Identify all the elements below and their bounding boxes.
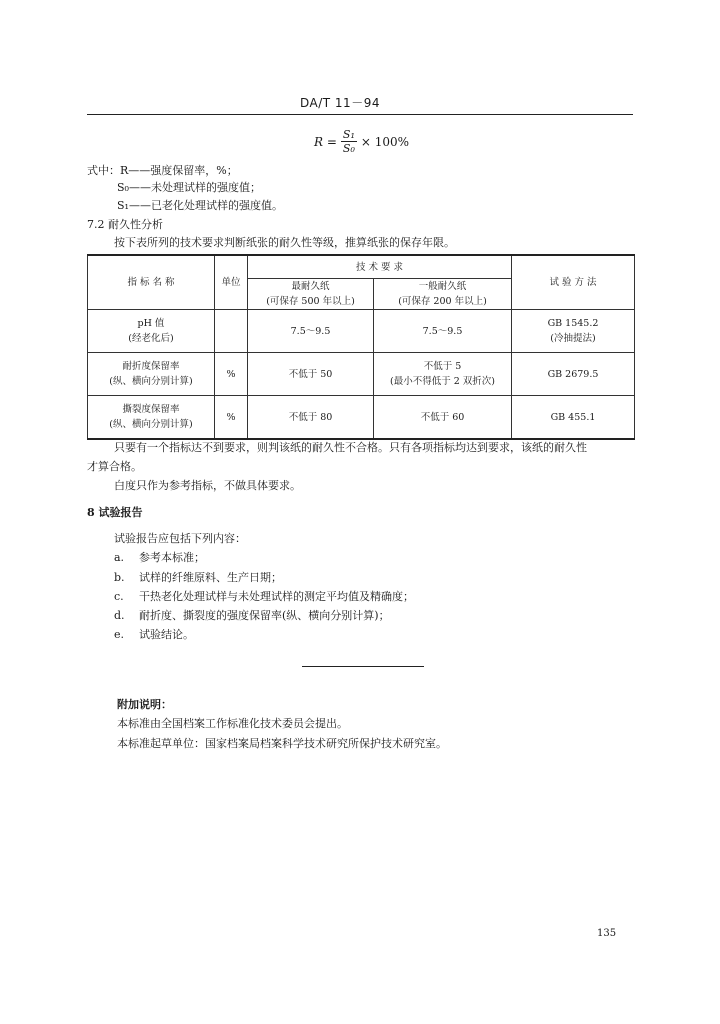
th-most-durable [248,279,374,310]
row-method: GB 455.1 [550,411,596,423]
header-rule [87,114,633,115]
list-item [114,551,205,565]
list-item [114,628,194,642]
formula-fraction [341,128,357,155]
list-item [114,590,414,604]
th-general-durable-note: (可保存 200 年以上) [398,296,487,307]
th-unit: 单位 [215,255,248,310]
list-item-text: 试验结论。 [139,628,194,641]
th-most-durable-label: 最耐久纸 [291,281,330,292]
row-name-note: (纵、横向分别计算) [109,376,193,387]
list-item-text: 干热老化处理试样与未处理试样的测定平均值及精确度； [139,590,414,603]
row-unit: % [215,353,248,396]
formula-denominator: S₀ [342,142,355,155]
row-name-note: (经老化后) [128,333,174,344]
row-most-durable-value: 不低于 80 [248,396,374,440]
section-8-intro: 试验报告应包括下列内容： [114,532,246,545]
note-paragraph-2: 白度只作为参考指标，不做具体要求。 [114,479,301,492]
section-8-title: 8 试验报告 [87,506,143,519]
definition-lead: 式中：R——强度保留率，%； [87,164,238,177]
row-most-durable-value: 7.5～9.5 [248,310,374,353]
th-general-durable [374,279,512,310]
table-row [88,396,635,440]
section-7-2-title: 7.2 耐久性分析 [87,218,163,231]
row-general-value-note: (最小不得低于 2 双折次) [390,376,495,387]
th-test-method: 试 验 方 法 [512,255,635,310]
row-name: 耐折度保留率 [122,361,180,372]
note-paragraph-1-cont: 才算合格。 [87,460,142,473]
th-tech-requirements: 技 术 要 求 [248,255,512,279]
row-general-value: 不低于 60 [420,411,465,423]
row-general-value: 不低于 5 [423,361,462,372]
list-item-text: 耐折度、撕裂度的强度保留率(纵、横向分别计算)； [139,609,390,622]
table-row [88,310,635,353]
list-item-mark: b. [114,571,125,584]
row-general-value: 7.5～9.5 [422,325,463,337]
durability-requirements-table [87,254,635,440]
list-item [114,609,390,623]
appendix-title: 附加说明： [117,698,172,711]
th-most-durable-note: (可保存 500 年以上) [266,296,355,307]
row-unit [215,310,248,353]
row-name: 撕裂度保留率 [122,404,180,415]
row-method: GB 1545.2 [547,318,599,329]
row-unit: % [215,396,248,440]
appendix-line-1: 本标准由全国档案工作标准化技术委员会提出。 [117,717,348,730]
list-item-mark: c. [114,590,124,603]
definition-s0: S₀——未处理试样的强度值； [117,181,261,194]
formula-lhs: R = [314,134,337,149]
formula-numerator: S₁ [342,128,355,141]
retention-formula [314,128,409,155]
appendix-line-2: 本标准起草单位：国家档案局档案科学技术研究所保护技术研究室。 [117,737,447,750]
table-row [88,353,635,396]
list-item-mark: a. [114,551,125,564]
definition-s1: S₁——已老化处理试样的强度值。 [117,199,283,212]
list-item-mark: e. [114,628,125,641]
section-7-2-intro: 按下表所列的技术要求判断纸张的耐久性等级，推算纸张的保存年限。 [114,236,455,249]
th-general-durable-label: 一般耐久纸 [418,281,467,292]
page-number: 135 [597,928,617,939]
formula-rhs: × 100% [360,134,410,149]
list-item [114,571,282,585]
th-indicator: 指 标 名 称 [88,255,215,310]
standard-code-header: DA/T 11－94 [300,96,380,110]
list-item-text: 参考本标准； [139,551,205,564]
list-item-text: 试样的纤维原料、生产日期； [139,571,282,584]
row-name: pH 值 [137,318,165,329]
row-method: GB 2679.5 [547,368,599,380]
end-divider [302,666,424,667]
row-method-note: (冷抽提法) [550,333,596,344]
note-paragraph-1: 只要有一个指标达不到要求，则判该纸的耐久性不合格。只有各项指标均达到要求，该纸的耐久性 [114,441,587,454]
row-most-durable-value: 不低于 50 [248,353,374,396]
row-name-note: (纵、横向分别计算) [109,419,193,430]
list-item-mark: d. [114,609,125,622]
